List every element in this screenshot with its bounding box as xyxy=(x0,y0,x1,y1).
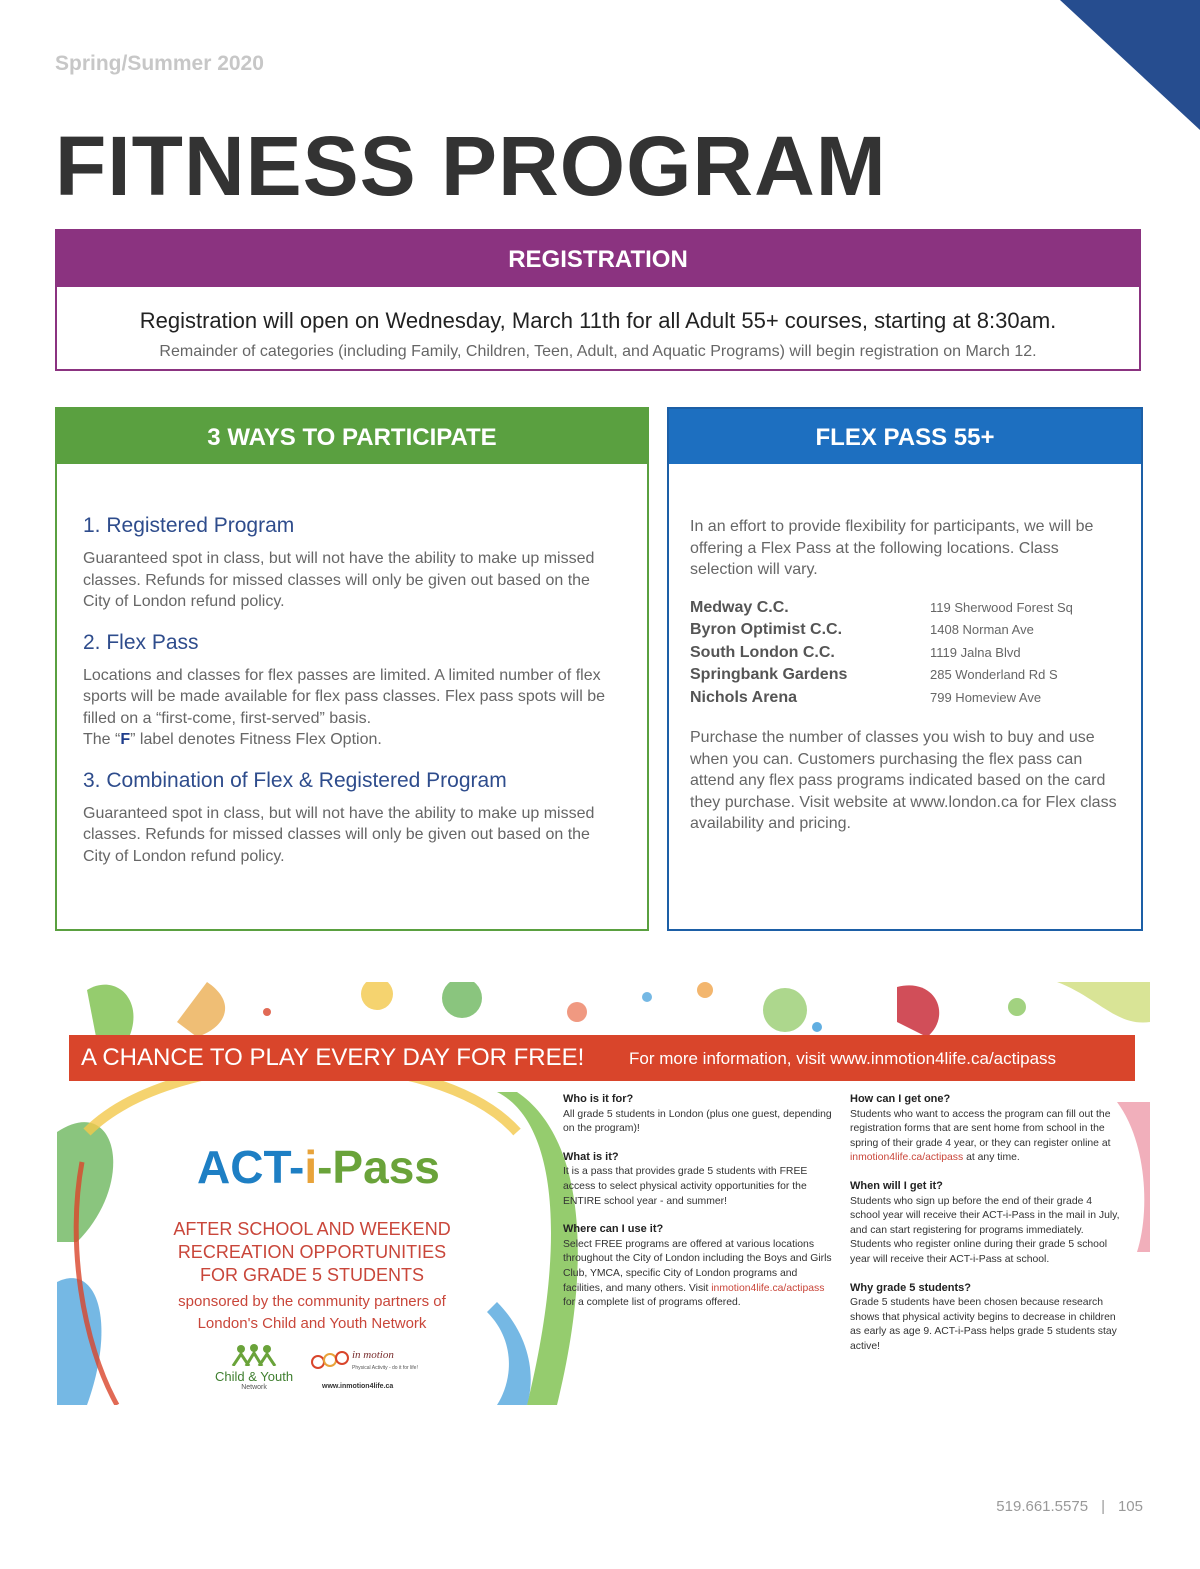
location-name: Springbank Gardens xyxy=(690,666,848,683)
faq-answer: Grade 5 students have been chosen because research shows that physical activity begins to decrease in children as early as age 9. ACT-i-Pass helps grade 5 students stay active! xyxy=(850,1297,1117,1352)
registration-box xyxy=(55,229,1141,371)
faq-column-middle xyxy=(563,1092,833,1324)
faq-question: When will I get it? xyxy=(850,1179,943,1192)
faq-question: Why grade 5 students? xyxy=(850,1281,972,1294)
faq-answer: All grade 5 students in London (plus one guest, depending on the program)! xyxy=(563,1108,832,1135)
actipass-link[interactable]: inmotion4life.ca/actipass xyxy=(711,1282,825,1294)
page-number: 105 xyxy=(1117,1498,1143,1515)
ways-panel xyxy=(55,407,649,931)
way-text-flex xyxy=(83,665,621,751)
registration-sub-text: Remainder of categories (including Family, Children, Teen, Adult, and Aquatic Programs) will begin registration on March 12. xyxy=(159,343,1037,360)
location-address: 1408 Norman Ave xyxy=(930,622,1034,637)
footer-separator: | xyxy=(1101,1498,1105,1515)
faq-question: Where can I use it? xyxy=(563,1223,664,1236)
faq-answer: Students who want to access the program can fill out the registration forms that are sent home from school in the spring of their grade 4 year, or they can register online at inmotion4life.ca/actipass at any time. xyxy=(850,1108,1111,1164)
page-title: FITNESS PROGRAM xyxy=(55,119,887,213)
faq-answer: It is a pass that provides grade 5 students with FREE access to select physical activity opportunities for the ENTIRE school year - and summer! xyxy=(563,1166,808,1207)
faq-column-right xyxy=(850,1092,1120,1368)
location-address: 799 Homeview Ave xyxy=(930,689,1042,705)
faq-answer: Students who sign up before the end of their grade 4 school year will receive their ACT-i-Pass in the mail in July, and can start registering for programs immediately. Students who register online during their grade 5 school year will receive their ACT-i-Pass at school. xyxy=(850,1195,1120,1265)
way-title-combination: 3. Combination of Flex & Registered Program xyxy=(83,768,507,792)
act-i-pass-advert xyxy=(57,982,1150,1405)
act-i-pass-logo: ACT-i-Pass xyxy=(197,1141,440,1193)
faq-question: How can I get one? xyxy=(850,1093,951,1105)
act-sponsor-text: sponsored by the community partners of London's Child and Youth Network xyxy=(178,1293,446,1332)
location-name: South London C.C. xyxy=(690,643,835,661)
act-banner-title: A CHANCE TO PLAY EVERY DAY FOR FREE! xyxy=(81,1044,585,1071)
flex-intro: In an effort to provide flexibility for participants, we will be offering a Flex Pass at the following locations. Class selection will vary. xyxy=(690,518,1094,578)
act-tagline: AFTER SCHOOL AND WEEKEND RECREATION OPPORTUNITIES FOR GRADE 5 STUDENTS xyxy=(173,1219,451,1285)
location-address: 285 Wonderland Rd S xyxy=(930,667,1058,682)
location-row xyxy=(690,666,1121,689)
location-address: 1119 Jalna Blvd xyxy=(930,644,1021,660)
act-banner xyxy=(69,1035,1135,1081)
way-text-combination: Guaranteed spot in class, but will not have the ability to make up missed classes. Refunds for missed classes will only be given out based on the City of London refund policy. xyxy=(83,804,595,865)
location-name: Medway C.C. xyxy=(690,598,789,616)
season-label: Spring/Summer 2020 xyxy=(55,52,264,75)
registration-main-text: Registration will open on Wednesday, March 11th for all Adult 55+ courses, starting at 8:30am. xyxy=(139,308,1057,333)
in-motion-logo: in motion Physical Activity - do it for life! www.inmotion4life.ca xyxy=(310,1347,350,1376)
flex-label-post: ” label denotes Fitness Flex Option. xyxy=(130,731,382,748)
in-motion-swirl-icon xyxy=(310,1347,350,1373)
people-icon xyxy=(229,1344,279,1366)
flex-badge: F xyxy=(120,731,131,748)
way-title-registered: 1. Registered Program xyxy=(83,514,295,537)
faq-question: What is it? xyxy=(563,1150,619,1163)
faq-question: Who is it for? xyxy=(563,1093,634,1105)
actipass-link[interactable]: inmotion4life.ca/actipass xyxy=(850,1152,964,1164)
footer-phone: 519.661.5575 xyxy=(996,1498,1089,1515)
corner-decoration xyxy=(1060,0,1200,130)
location-name: Nichols Arena xyxy=(690,688,797,706)
location-name: Byron Optimist C.C. xyxy=(690,621,843,638)
act-banner-link[interactable]: For more information, visit www.inmotion4life.ca/actipass xyxy=(629,1049,1057,1068)
way-text-registered: Guaranteed spot in class, but will not have the ability to make up missed classes. Refunds for missed classes will only be given out based on the City of London refund policy. xyxy=(83,550,595,610)
way-title-flex: 2. Flex Pass xyxy=(83,630,199,654)
location-row xyxy=(690,621,1121,644)
child-youth-network-logo: Child & Youth Network xyxy=(215,1344,293,1391)
location-row xyxy=(690,689,1121,712)
flex-pass-heading: FLEX PASS 55+ xyxy=(669,409,1141,464)
location-address: 119 Sherwood Forest Sq xyxy=(930,599,1073,615)
flex-label-pre: The “ xyxy=(83,731,121,748)
ways-heading: 3 WAYS TO PARTICIPATE xyxy=(57,409,647,464)
location-row xyxy=(690,599,1121,622)
registration-heading: REGISTRATION xyxy=(57,231,1139,287)
faq-answer: Select FREE programs are offered at various locations throughout the City of London including the Boys and Girls Club, YMCA, specific City of London programs and facilities, and many others. Visit inmotion4life.ca/actipass for a complete list of programs offered. xyxy=(563,1238,832,1309)
flex-closing: Purchase the number of classes you wish to buy and use when you can. Customers purchasing the flex pass can attend any flex pass programs indicated based on the card they purchase. Visit website at www.london.ca for Flex class availability and pricing. xyxy=(690,729,1117,832)
flex-pass-panel xyxy=(667,407,1143,931)
page-footer xyxy=(996,1498,1143,1515)
way-text-flex-body: Locations and classes for flex passes are limited. A limited number of flex sports will be made available for flex pass classes. Flex pass spots will be filled on a “first-come, first-served” basis. xyxy=(83,666,605,727)
location-row xyxy=(690,644,1121,667)
